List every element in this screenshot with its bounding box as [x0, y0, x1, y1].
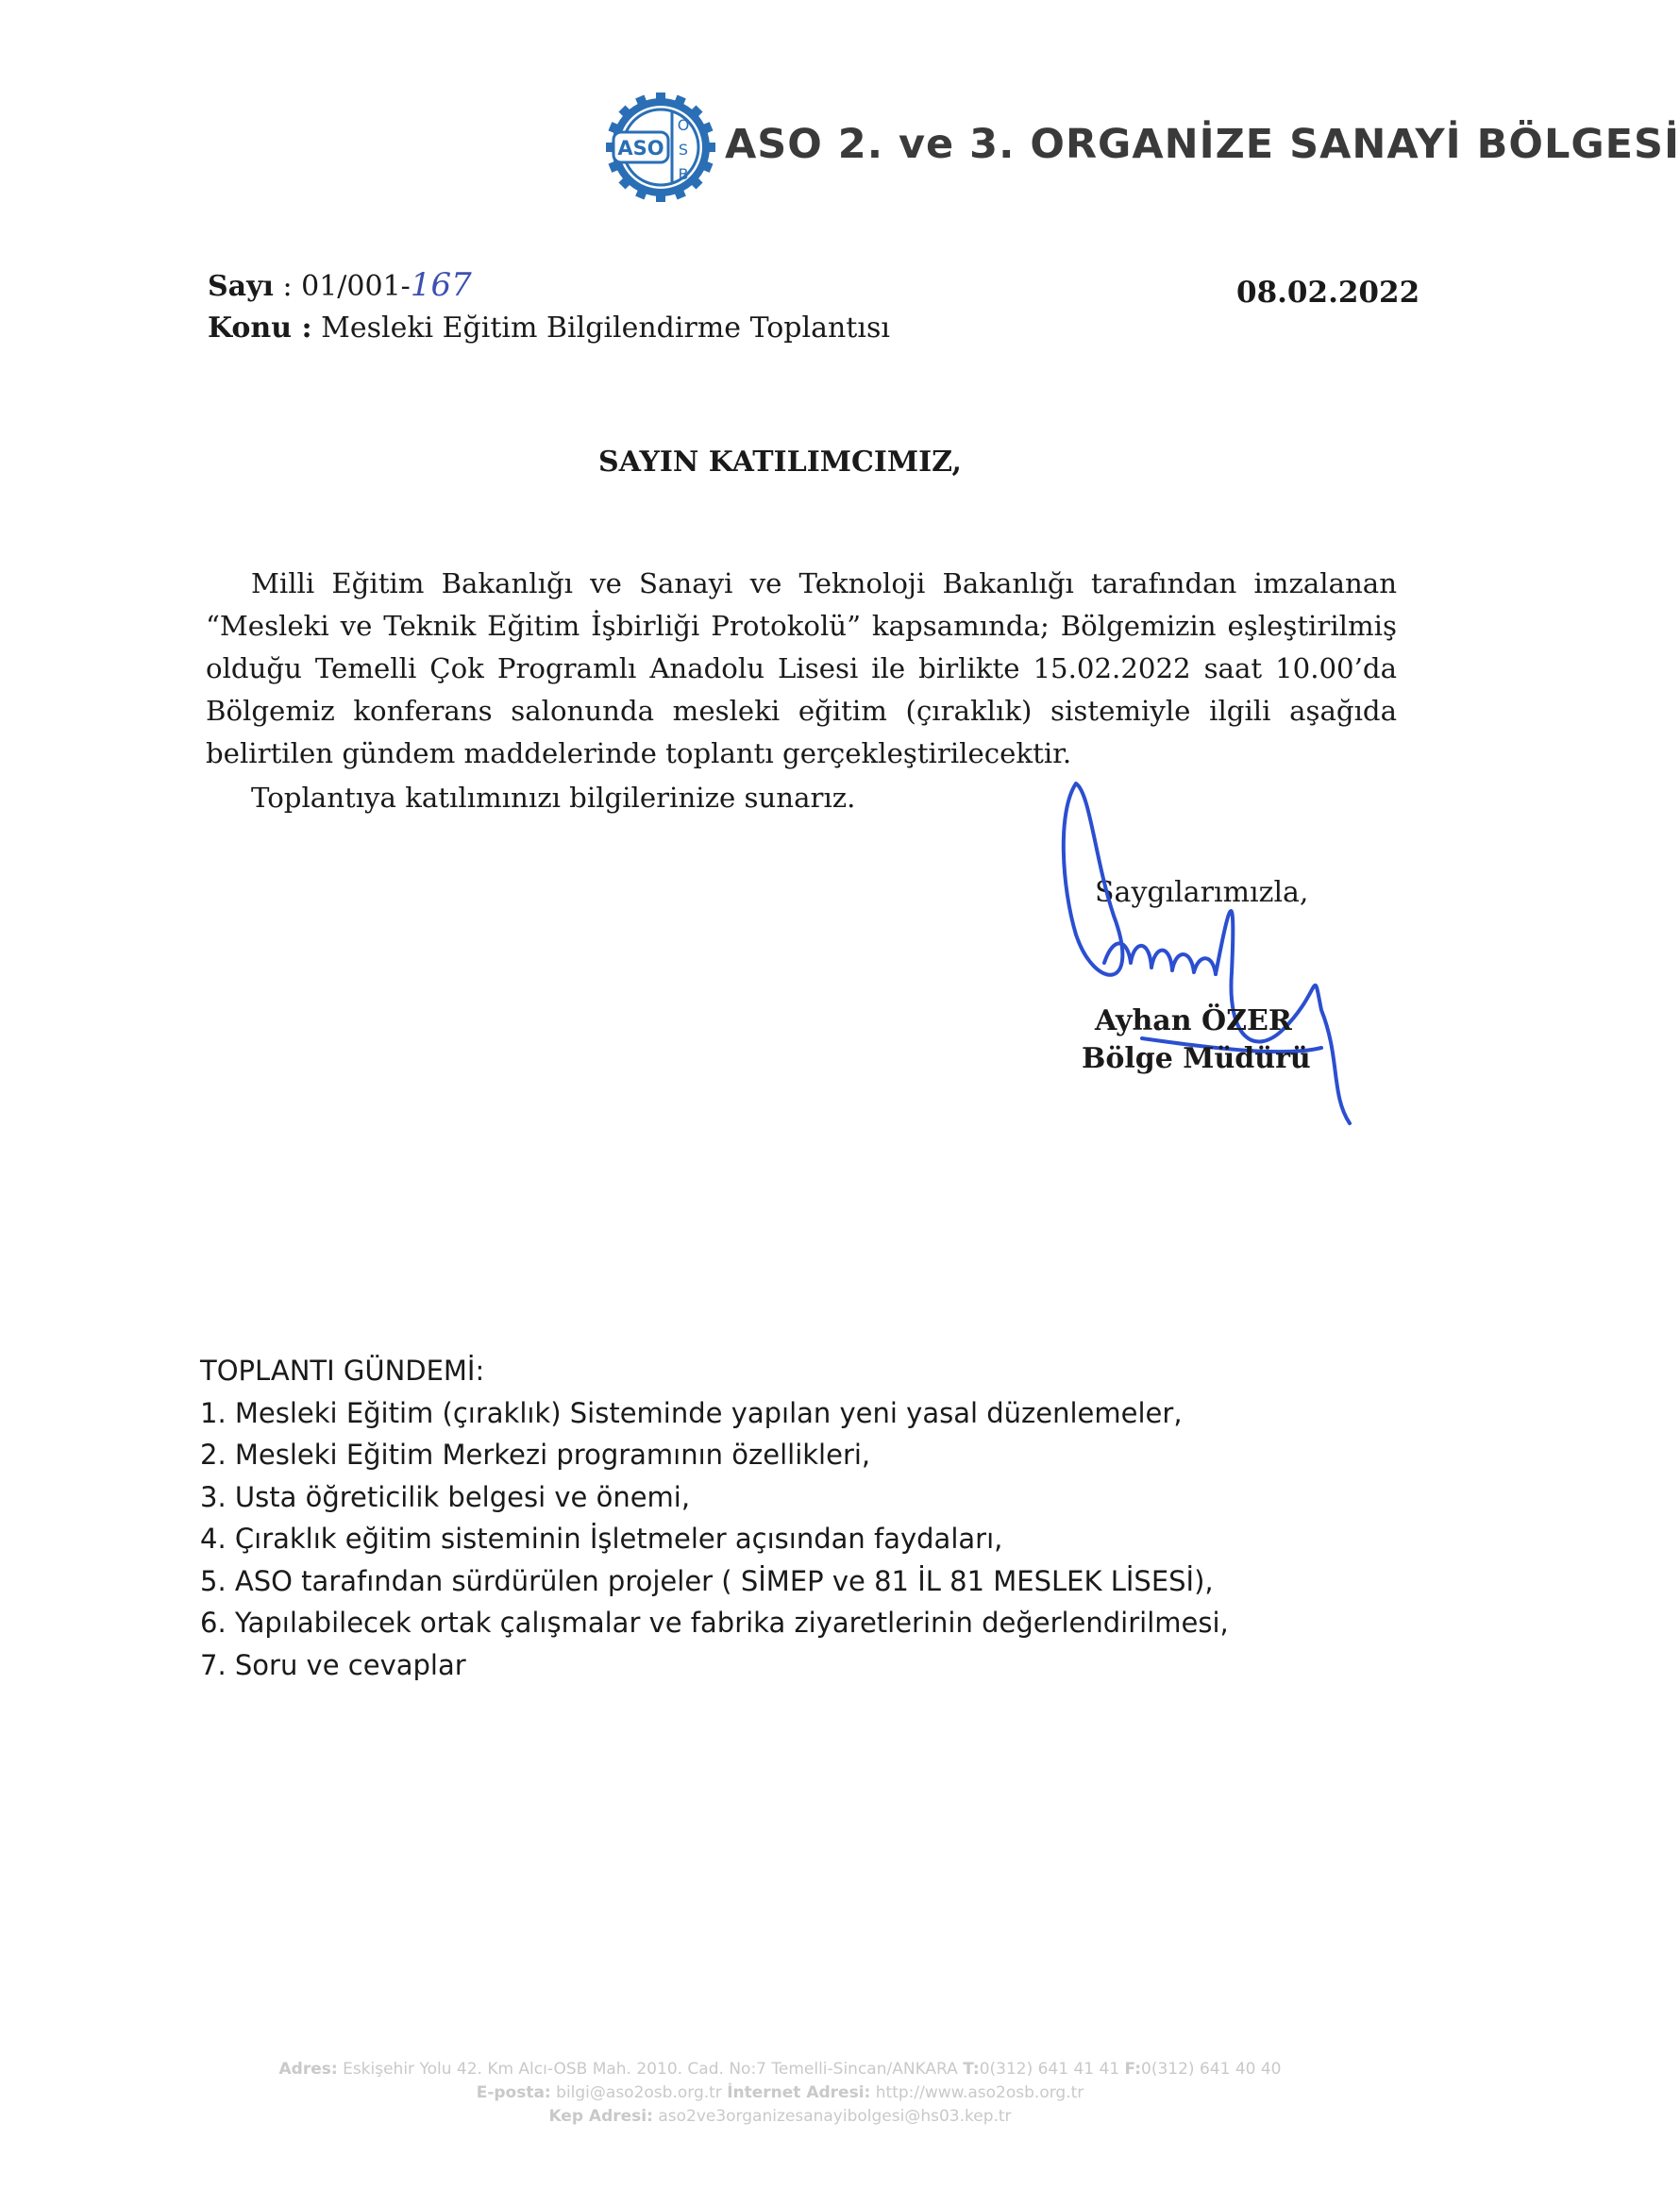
agenda-item: 3. Usta öğreticilik belgesi ve önemi, [200, 1480, 691, 1513]
footer-address-label: Adres: [278, 2060, 338, 2079]
organization-name: ASO 2. ve 3. ORGANİZE SANAYİ BÖLGESİ [725, 121, 1680, 168]
footer-kep-line [0, 2105, 1560, 2129]
logo-letter-s: S [678, 141, 689, 159]
signer-name: Ayhan ÖZER [1095, 1004, 1292, 1037]
footer-email[interactable]: bilgi@aso2osb.org.tr [556, 2083, 722, 2102]
logo-text: ASO [617, 137, 664, 160]
reference-label: Sayı [208, 270, 274, 303]
footer-address-line [0, 2058, 1560, 2081]
salutation: SAYIN KATILIMCIMIZ, [598, 446, 962, 479]
footer-contact-line [0, 2081, 1560, 2105]
reference-number: : 01/001- [282, 270, 411, 303]
agenda [200, 1350, 1229, 1686]
agenda-item: 7. Soru ve cevaplar [200, 1648, 466, 1681]
closing: Saygılarımızla, [1095, 876, 1309, 909]
reference-number-line [208, 266, 472, 304]
signer-title: Bölge Müdürü [1082, 1042, 1311, 1075]
aso-osb-logo [604, 91, 717, 204]
logo-letter-b: B [678, 165, 689, 183]
subject-text: Mesleki Eğitim Bilgilendirme Toplantısı [321, 312, 890, 345]
footer-address: Eskişehir Yolu 42. Km Alcı-OSB Mah. 2010. Cad. No:7 Temelli-Sincan/ANKARA [343, 2060, 958, 2079]
subject-line [208, 312, 890, 345]
agenda-item: 5. ASO tarafından sürdürülen projeler ( SİMEP ve 81 İL 81 MESLEK LİSESİ), [200, 1564, 1214, 1597]
footer-kep[interactable]: aso2ve3organizesanayibolgesi@hs03.kep.tr [658, 2107, 1012, 2126]
footer-web-link[interactable]: http://www.aso2osb.org.tr [875, 2083, 1084, 2102]
agenda-title: TOPLANTI GÜNDEMİ: [200, 1355, 485, 1387]
handwritten-reference-number: 167 [410, 266, 472, 304]
body-paragraph: Toplantıya katılımınızı bilgilerinize sunarız. [251, 782, 856, 814]
footer-email-label: E-posta: [476, 2083, 551, 2102]
agenda-item: 1. Mesleki Eğitim (çıraklık) Sisteminde yapılan yeni yasal düzenlemeler, [200, 1396, 1183, 1429]
footer-web-label: İnternet Adresi: [727, 2083, 871, 2102]
footer-kep-label: Kep Adresi: [548, 2107, 653, 2126]
footer-phone-label: T: [963, 2060, 980, 2079]
body-paragraph: Milli Eğitim Bakanlığı ve Sanayi ve Teknoloji Bakanlığı tarafından imzalanan “Mesleki ve Teknik Eğitim İşbirliği Protokolü” kapsamında; Bölgemizin eşleştirilmiş olduğu Temelli Çok Programlı Anadolu Lisesi ile birlikte 15.02.2022 saat 10.00’da Bölgemiz konferans salonunda mesleki eğitim (çıraklık) sistemiyle ilgili aşağıda belirtilen gündem maddelerinde toplantı gerçekleştirilecektir. [206, 567, 1397, 769]
footer-fax-label: F: [1124, 2060, 1142, 2079]
footer [0, 2058, 1560, 2129]
subject-label: Konu : [208, 312, 312, 345]
agenda-item: 2. Mesleki Eğitim Merkezi programının özellikleri, [200, 1439, 871, 1471]
logo-letter-o: O [677, 116, 690, 134]
handwritten-signature [1038, 774, 1387, 1152]
agenda-item: 4. Çıraklık eğitim sisteminin İşletmeler açısından faydaları, [200, 1523, 1003, 1555]
agenda-item: 6. Yapılabilecek ortak çalışmalar ve fabrika ziyaretlerinin değerlendirilmesi, [200, 1607, 1229, 1639]
footer-phone: 0(312) 641 41 41 [979, 2060, 1120, 2079]
footer-fax: 0(312) 641 40 40 [1141, 2060, 1282, 2079]
letter-date: 08.02.2022 [1236, 276, 1420, 310]
agenda-list [200, 1392, 1229, 1687]
